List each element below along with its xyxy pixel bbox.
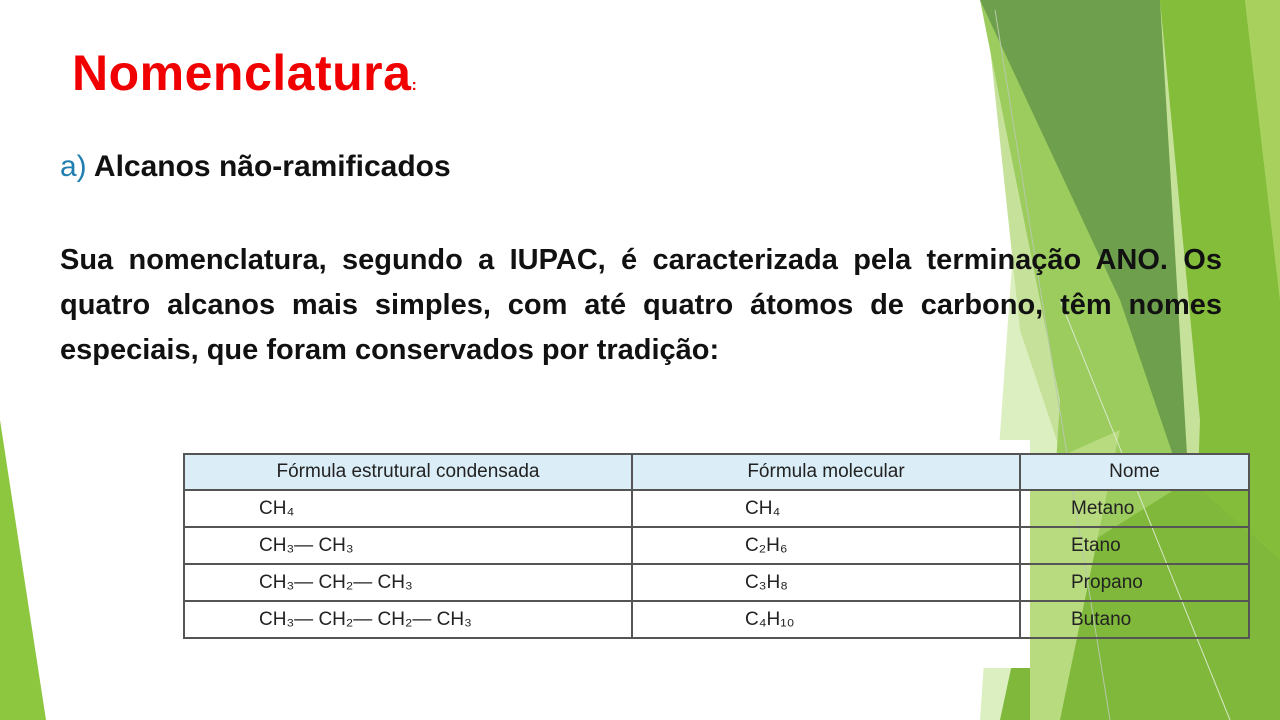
cell-molecular: CH₄ — [632, 490, 1020, 527]
table-row — [184, 490, 1249, 527]
cell-structural: CH₃— CH₂— CH₂— CH₃ — [184, 601, 632, 638]
cell-structural: CH₄ — [184, 490, 632, 527]
table-header-row — [184, 454, 1249, 490]
page-title-text: Nomenclatura — [72, 45, 412, 101]
cell-name: Metano — [1020, 490, 1249, 527]
section-heading — [60, 150, 451, 184]
alkanes-table — [183, 453, 1250, 639]
header-molecular: Fórmula molecular — [632, 454, 1020, 490]
left-green-strip — [0, 420, 46, 720]
body-paragraph: Sua nomenclatura, segundo a IUPAC, é caracterizada pela terminação ANO. Os quatro alcanos mais simples, com até quatro átomos de carbono, têm nomes especiais, que foram conservados por tradição: — [60, 244, 1222, 366]
cell-molecular: C₄H₁₀ — [632, 601, 1020, 638]
cell-name: Butano — [1020, 601, 1249, 638]
cell-structural: CH₃— CH₂— CH₃ — [184, 564, 632, 601]
page-title-colon: : — [411, 77, 418, 94]
table-row — [184, 601, 1249, 638]
cell-molecular: C₂H₆ — [632, 527, 1020, 564]
table-row — [184, 527, 1249, 564]
table-row — [184, 564, 1249, 601]
header-name: Nome — [1020, 454, 1249, 490]
section-letter: a) — [60, 150, 87, 183]
header-structural: Fórmula estrutural condensada — [184, 454, 632, 490]
page-title — [72, 44, 417, 102]
cell-molecular: C₃H₈ — [632, 564, 1020, 601]
section-heading-text: Alcanos não-ramificados — [86, 150, 451, 183]
cell-name: Etano — [1020, 527, 1249, 564]
cell-structural: CH₃— CH₃ — [184, 527, 632, 564]
cell-name: Propano — [1020, 564, 1249, 601]
